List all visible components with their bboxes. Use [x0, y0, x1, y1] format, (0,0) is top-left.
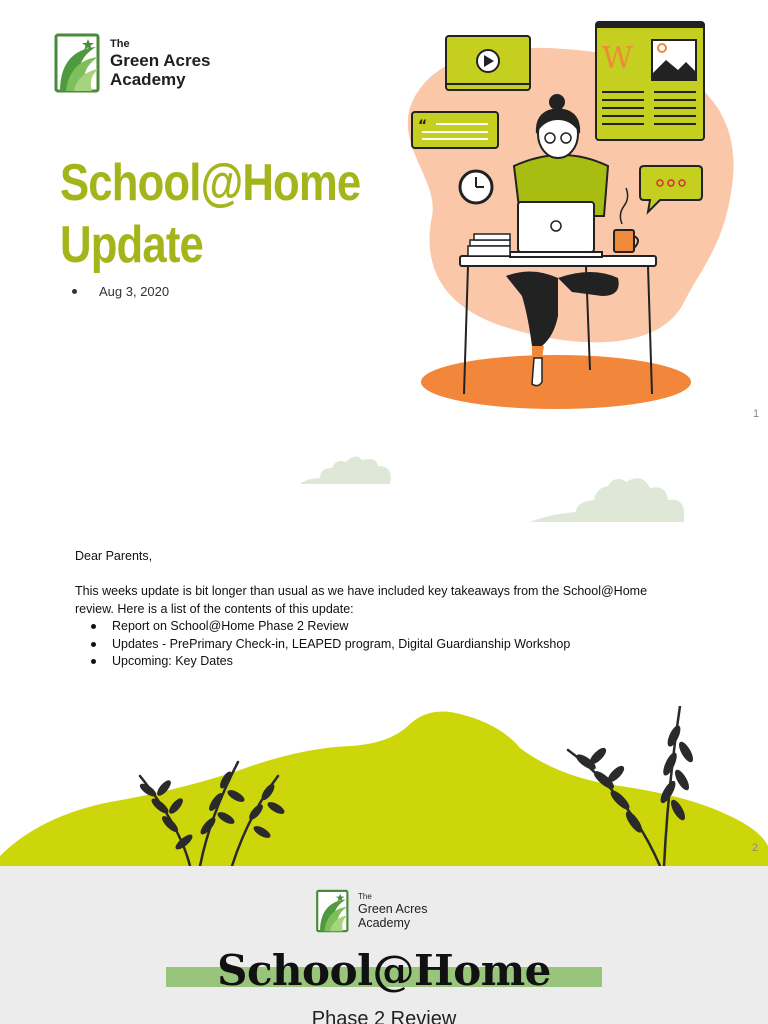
academy-logo-small — [314, 888, 427, 934]
clouds-decoration — [290, 454, 690, 534]
cover-title-line1: School@Home — [60, 154, 361, 212]
logo-the: The — [358, 892, 372, 901]
bullet-icon — [72, 289, 77, 294]
list-item — [75, 636, 675, 654]
letter-salutation: Dear Parents, — [75, 549, 153, 563]
logo-the: The — [110, 37, 130, 50]
academy-logo — [52, 28, 228, 98]
logo-name-line1: Green Acres — [358, 902, 428, 916]
list-item-text: Upcoming: Key Dates — [112, 654, 233, 668]
section-cover-page — [0, 866, 768, 1024]
cover-title — [60, 152, 361, 276]
date-bullet — [72, 284, 169, 299]
list-item — [75, 653, 675, 671]
bullet-icon — [91, 624, 96, 629]
list-item-text: Updates - PrePrimary Check-in, LEAPED program, Digital Guardianship Workshop — [112, 636, 571, 651]
logo-name-line2: Academy — [358, 916, 411, 930]
logo-name-line2: Academy — [110, 69, 186, 89]
contents-list — [75, 618, 675, 671]
parent-letter — [75, 548, 675, 671]
books-icon — [468, 234, 510, 256]
laptop-icon — [510, 202, 602, 257]
article-card-icon — [596, 22, 704, 140]
academy-crest-icon — [52, 31, 104, 95]
letter-intro: This weeks update is bit longer than usual as we have included key takeaways from the School@Home review. Here is a list of the contents of this update: — [75, 584, 648, 616]
list-item-text: Report on School@Home Phase 2 Review — [112, 619, 349, 633]
academy-crest-icon — [314, 888, 352, 934]
section-title: School@Home — [217, 946, 551, 995]
page-number-1: 1 — [753, 408, 760, 420]
cover-title-line2: Update — [60, 216, 204, 274]
cover-page — [0, 0, 768, 430]
bullet-icon — [91, 642, 96, 647]
list-item — [75, 618, 675, 636]
clock-icon — [460, 171, 492, 203]
page-number-2: 2 — [752, 842, 759, 854]
bullet-icon — [91, 659, 96, 664]
section-subtitle: Phase 2 Review — [311, 1008, 457, 1024]
study-at-home-illustration — [382, 16, 754, 416]
hills-with-plants-decoration — [0, 706, 768, 866]
video-card-icon — [446, 36, 530, 90]
svg-text:W: W — [602, 41, 633, 76]
letter-page — [0, 430, 768, 866]
svg-text:“: “ — [418, 118, 428, 134]
logo-name-line1: Green Acres — [110, 50, 211, 70]
update-date: Aug 3, 2020 — [99, 284, 170, 299]
quote-card-icon — [412, 112, 498, 148]
